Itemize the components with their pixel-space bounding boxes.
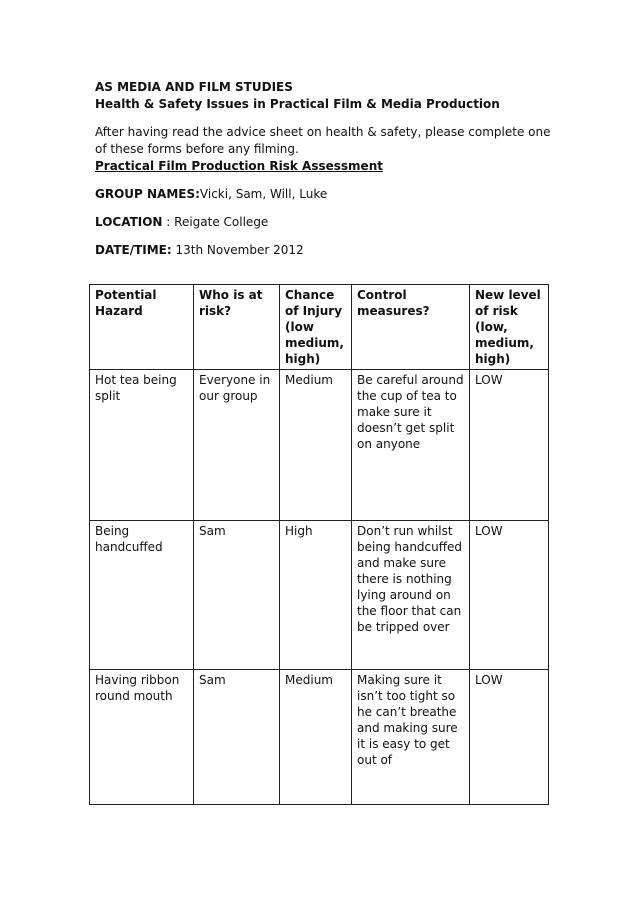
new-risk-cell: LOW <box>470 521 549 670</box>
who-at-risk-cell: Sam <box>194 521 280 670</box>
group-names-label: GROUP NAMES: <box>95 187 200 201</box>
intro-line-2: of these forms before any filming. <box>95 142 299 156</box>
new-risk-cell: LOW <box>470 370 549 521</box>
datetime-field <box>95 242 304 259</box>
table-row <box>90 670 549 805</box>
datetime-value: 13th November 2012 <box>171 243 304 257</box>
chance-cell: Medium <box>280 370 352 521</box>
hazard-cell: Having ribbon round mouth <box>90 670 194 805</box>
datetime-label: DATE/TIME: <box>95 243 172 257</box>
column-header: Control measures? <box>352 285 470 370</box>
column-header: Chance of Injury (low medium, high) <box>280 285 352 370</box>
intro-line-1: After having read the advice sheet on health & safety, please complete one <box>95 125 551 139</box>
new-risk-cell: LOW <box>470 670 549 805</box>
who-at-risk-cell: Everyone in our group <box>194 370 280 521</box>
control-measures-cell: Making sure it isn’t too tight so he can’t breathe and making sure it is easy to get out of <box>352 670 470 805</box>
location-label: LOCATION <box>95 215 163 229</box>
group-names-field <box>95 186 327 203</box>
group-names-value: Vicki, Sam, Will, Luke <box>199 187 328 201</box>
chance-cell: Medium <box>280 670 352 805</box>
location-field <box>95 214 268 231</box>
who-at-risk-cell: Sam <box>194 670 280 805</box>
course-title: AS MEDIA AND FILM STUDIES <box>95 80 293 94</box>
risk-assessment-table <box>89 284 549 805</box>
hazard-cell: Hot tea being split <box>90 370 194 521</box>
table-row <box>90 521 549 670</box>
form-title: Practical Film Production Risk Assessment <box>95 159 383 173</box>
hazard-cell: Being handcuffed <box>90 521 194 670</box>
location-value: : Reigate College <box>162 215 269 229</box>
column-header: Potential Hazard <box>90 285 194 370</box>
table-row <box>90 370 549 521</box>
document-subtitle: Health & Safety Issues in Practical Film & Media Production <box>95 97 500 111</box>
chance-cell: High <box>280 521 352 670</box>
column-header: New level of risk (low, medium, high) <box>470 285 549 370</box>
table-header-row <box>90 285 549 370</box>
column-header: Who is at risk? <box>194 285 280 370</box>
control-measures-cell: Don’t run whilst being handcuffed and make sure there is nothing lying around on the floor that can be tripped over <box>352 521 470 670</box>
control-measures-cell: Be careful around the cup of tea to make sure it doesn’t get split on anyone <box>352 370 470 521</box>
